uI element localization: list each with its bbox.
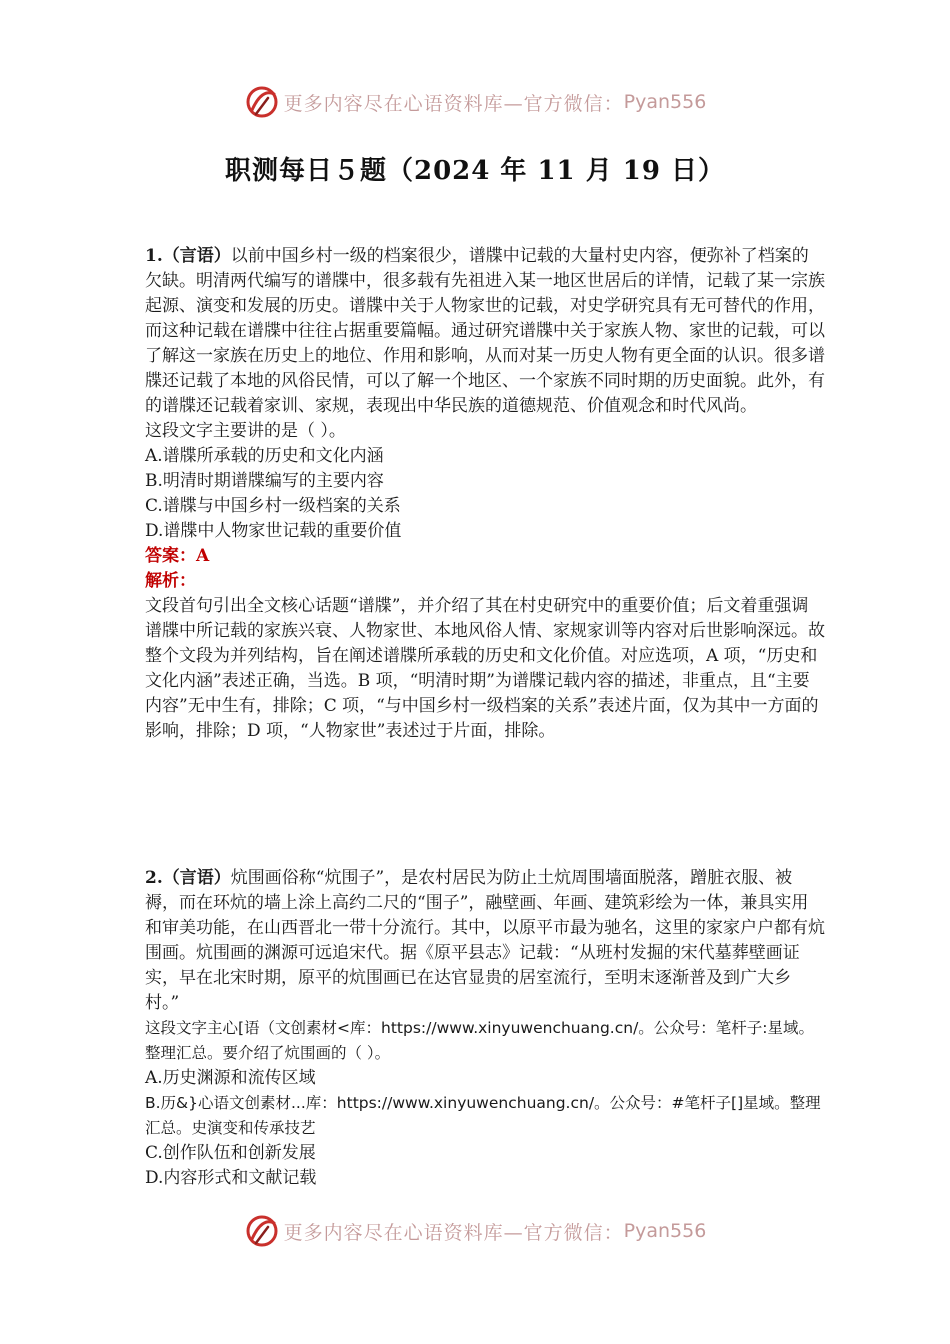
page-title: 职测每日５题（2024 年 11 月 19 日） xyxy=(225,156,725,186)
footer-watermark-banner xyxy=(0,1211,950,1251)
question-1-analysis: 文段首句引出全文核心话题“谱牒”，并介绍了其在村史研究中的重要价值；后文着重强调谱牒中所记载的家族兴衰、人物家世、本地风俗人情、家规家训等内容对后世影响深远。故整个文段为并列结构，旨在阐述谱牒所承载的历史和文化价值。对应选项，A 项，“历史和文化内涵”表述正确，当选。B 项，“明清时期”为谱牒记载内容的描述，非重点，且“主要内容”无中生有，排除；C 项，“与中国乡村一级档案的关系”表述片面，仅为其中一方面的影响，排除；D 项，“人物家世”表述过于片面，排除。 xyxy=(145,596,825,741)
brand-logo-icon xyxy=(244,1213,280,1249)
question-2-option-c: C.创作队伍和创新发展 xyxy=(145,1143,316,1163)
header-watermark-banner xyxy=(0,82,950,122)
question-2-option-d: D.内容形式和文献记载 xyxy=(145,1168,317,1188)
question-1-option-a: A.谱牒所承载的历史和文化内涵 xyxy=(145,446,384,466)
banner-wechat-id: Pyan556 xyxy=(623,91,707,113)
question-1 xyxy=(145,244,825,744)
question-1-passage xyxy=(145,244,825,419)
question-1-number: 1.（言语） xyxy=(145,246,231,266)
question-2-option-b: B.历&}心语文创素材...库：https://www.xinyuwenchuang.cn/。公众号：#笔杆子[]星域。整理汇总。史演变和传承技艺 xyxy=(145,1094,821,1137)
banner-slogan: 更多内容尽在心语资料库—官方微信： xyxy=(283,1221,624,1244)
question-2-number: 2.（言语） xyxy=(145,868,231,888)
banner-slogan: 更多内容尽在心语资料库—官方微信： xyxy=(283,92,624,115)
question-1-prompt: 这段文字主要讲的是（ ）。 xyxy=(145,421,346,441)
question-2 xyxy=(145,866,825,1191)
question-2-option-a: A.历史渊源和流传区域 xyxy=(145,1068,316,1088)
question-2-prompt: 这段文字主心[语（文创素材<库：https://www.xinyuwenchuang.cn/。公众号：笔杆子:星域。整理汇总。要介绍了炕围画的（ ）。 xyxy=(145,1019,815,1062)
question-1-option-b: B.明清时期谱牒编写的主要内容 xyxy=(145,471,384,491)
question-1-option-d: D.谱牒中人物家世记载的重要价值 xyxy=(145,521,402,541)
brand-logo-icon xyxy=(244,84,280,120)
question-1-option-c: C.谱牒与中国乡村一级档案的关系 xyxy=(145,496,401,516)
question-1-passage-text: 以前中国乡村一级的档案很少，谱牒中记载的大量村史内容，便弥补了档案的欠缺。明清两代编写的谱牒中，很多载有先祖进入某一地区世居后的详情，记载了某一宗族起源、演变和发展的历史。谱牒中关于人物家世的记载，对史学研究具有无可替代的作用，而这种记载在谱牒中往往占据重要篇幅。通过研究谱牒中关于家族人物、家世的记载，可以了解这一家族在历史上的地位、作用和影响，从而对某一历史人物有更全面的认识。很多谱牒还记载了本地的风俗民情，可以了解一个地区、一个家族不同时期的历史面貌。此外，有的谱牒还记载着家训、家规，表现出中华民族的道德规范、价值观念和时代风尚。 xyxy=(145,246,825,416)
question-1-answer: 答案：A xyxy=(145,546,210,566)
question-2-passage xyxy=(145,866,825,1016)
question-1-analysis-label: 解析： xyxy=(145,571,196,591)
question-2-passage-text: 炕围画俗称“炕围子”，是农村居民为防止土炕周围墙面脱落，蹭脏衣服、被褥，而在环炕的墙上涂上高约二尺的“围子”，融壁画、年画、建筑彩绘为一体，兼具实用和审美功能，在山西晋北一带十分流行。其中，以原平市最为驰名，这里的家家户户都有炕围画。炕围画的渊源可远追宋代。据《原平县志》记载：“从班村发掘的宋代墓葬壁画证实，早在北宋时期，原平的炕围画已在达官显贵的居室流行，至明末逐渐普及到广大乡村。” xyxy=(145,868,825,1013)
banner-wechat-id: Pyan556 xyxy=(623,1220,707,1242)
